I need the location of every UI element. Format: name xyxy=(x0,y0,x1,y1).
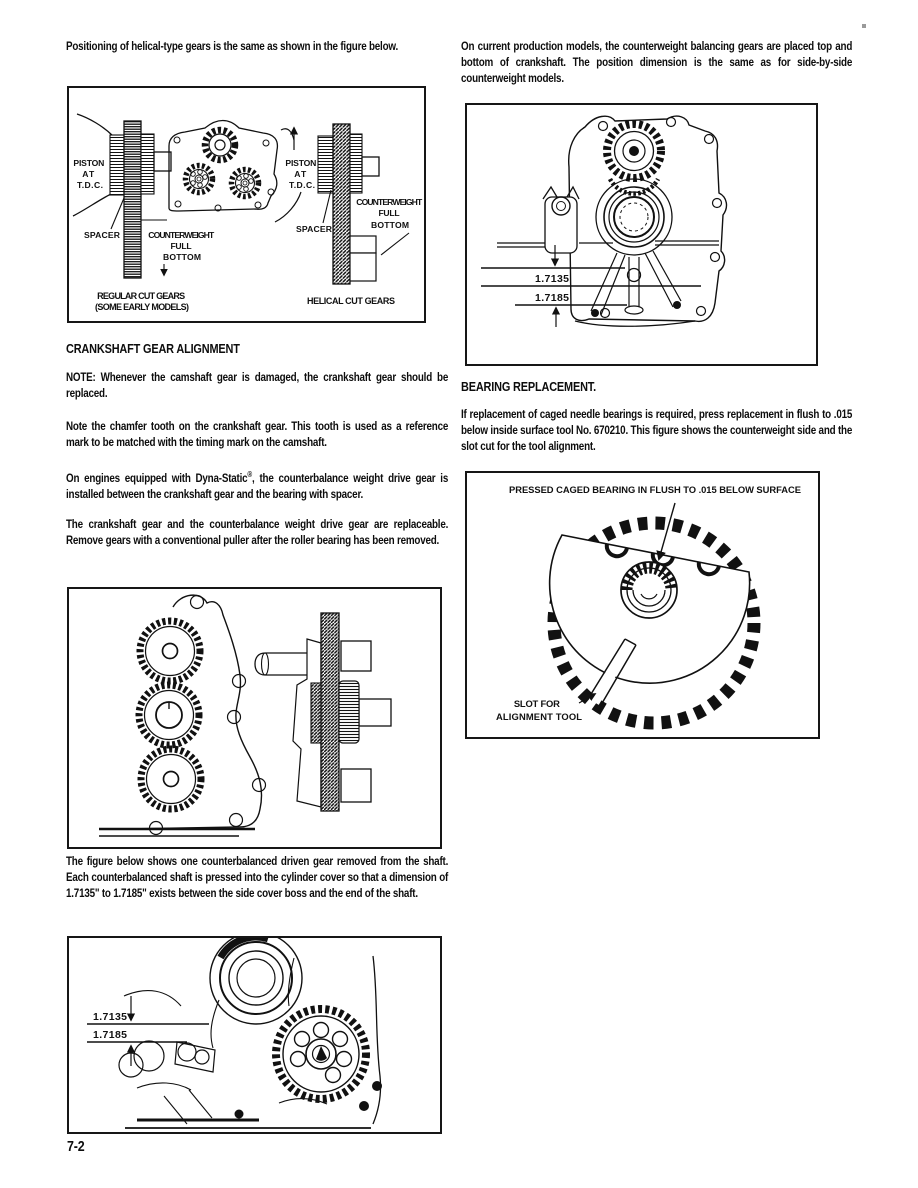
gear-types-drawing xyxy=(69,88,424,321)
figure-cover-dimension xyxy=(67,936,442,1134)
dyna-post: , the counterbalance weight drive gear is installed between the crankshaft gear and the bearing with spacer. xyxy=(66,471,449,502)
counterweight-stud xyxy=(543,187,579,253)
figure-pressed-bearing xyxy=(465,471,820,739)
counterweight-label-right: COUNTERWEIGHT FULL BOTTOM xyxy=(356,197,423,230)
note-body: Whenever the camshaft gear is damaged, the crankshaft gear should be replaced. xyxy=(66,370,449,401)
caged-needle-bearing xyxy=(621,562,677,618)
paragraph-bearing: If replacement of caged needle bearings is required, press replacement in flush to .015 below inside surface tool No. 670210. This figure shows the counterweight side and the slot cut for the tool alignment. xyxy=(461,407,853,454)
counterbalance-gears xyxy=(139,621,201,809)
figure-crankcase-dimension xyxy=(465,103,818,366)
heading-crankshaft-gear-alignment: CRANKSHAFT GEAR ALIGNMENT xyxy=(66,341,240,356)
paragraph-dyna-static xyxy=(66,467,448,502)
regular-cut-caption: REGULAR CUT GEARS (SOME EARLY MODELS) xyxy=(95,291,189,312)
pressed-bearing-label: PRESSED CAGED BEARING IN FLUSH TO .015 BELOW SURFACE xyxy=(509,484,801,495)
dim-upper: 1.7135 xyxy=(535,273,569,285)
paragraph-chamfer: Note the chamfer tooth on the crankshaft gear. This tooth is used as a reference mark to be matched with the timing mark on the camshaft. xyxy=(66,419,449,450)
spacer-label: SPACER xyxy=(84,230,120,240)
counterweight-gear xyxy=(550,523,754,723)
dim-upper: 1.7135 xyxy=(93,1011,127,1023)
scan-speck xyxy=(862,24,866,28)
spacer-label-right: SPACER xyxy=(296,224,332,234)
paragraph-note xyxy=(66,369,448,401)
drive-gear-assembly xyxy=(255,613,391,811)
page-number: 7-2 xyxy=(67,1139,85,1155)
dim-lower: 1.7185 xyxy=(535,292,569,304)
driven-gear xyxy=(276,1009,366,1099)
slot-label: SLOT FOR ALIGNMENT TOOL xyxy=(496,698,582,722)
paragraph-production: On current production models, the counterweight balancing gears are placed top and bottom of crankshaft. The position dimension is the same as for side-by-side counterweight models. xyxy=(461,39,853,86)
note-label: NOTE: xyxy=(66,370,96,384)
regular-cut-gear-assembly xyxy=(73,114,171,278)
crankcase-drawing xyxy=(467,105,816,364)
dyna-pre: On engines equipped with Dyna-Static xyxy=(66,471,248,485)
paragraph-dimension: The figure below shows one counterbalanced driven gear removed from the shaft. Each counterbalanced shaft is pressed into the cylinder cover so that a dimension of 1.7135" to 1.7185" exists between the side cover boss and the end of the shaft. xyxy=(66,854,449,901)
dimension-callout xyxy=(87,996,209,1066)
paragraph-intro: Positioning of helical-type gears is the same as shown in the figure below. xyxy=(66,39,399,53)
paragraph-replaceable: The crankshaft gear and the counterbalance weight drive gear are replaceable. Remove gears with a conventional puller after the roller bearing has been removed. xyxy=(66,517,449,548)
helical-cut-caption: HELICAL CUT GEARS xyxy=(307,296,395,306)
piston-label-right: PISTON AT T.D.C. xyxy=(285,158,317,190)
cover-gear-drawing xyxy=(69,589,440,847)
registered-mark: ® xyxy=(247,470,253,479)
figure-cover-gear-train xyxy=(67,587,442,849)
counterweight-label: COUNTERWEIGHT FULL BOTTOM xyxy=(148,230,215,262)
figure-gear-types xyxy=(67,86,426,323)
piston-label: PISTON AT T.D.C. xyxy=(73,158,105,190)
crankcase-outline xyxy=(569,116,727,326)
dimension-callout xyxy=(481,245,701,327)
dim-lower: 1.7185 xyxy=(93,1029,127,1041)
heading-bearing-replacement: BEARING REPLACEMENT. xyxy=(461,379,596,394)
cover-plate-gear-train xyxy=(169,121,277,212)
crankshaft-gear xyxy=(607,124,661,194)
cover-dimension-drawing xyxy=(69,938,440,1132)
casting-sketch xyxy=(119,938,382,1128)
pressed-bearing-drawing xyxy=(467,473,818,737)
